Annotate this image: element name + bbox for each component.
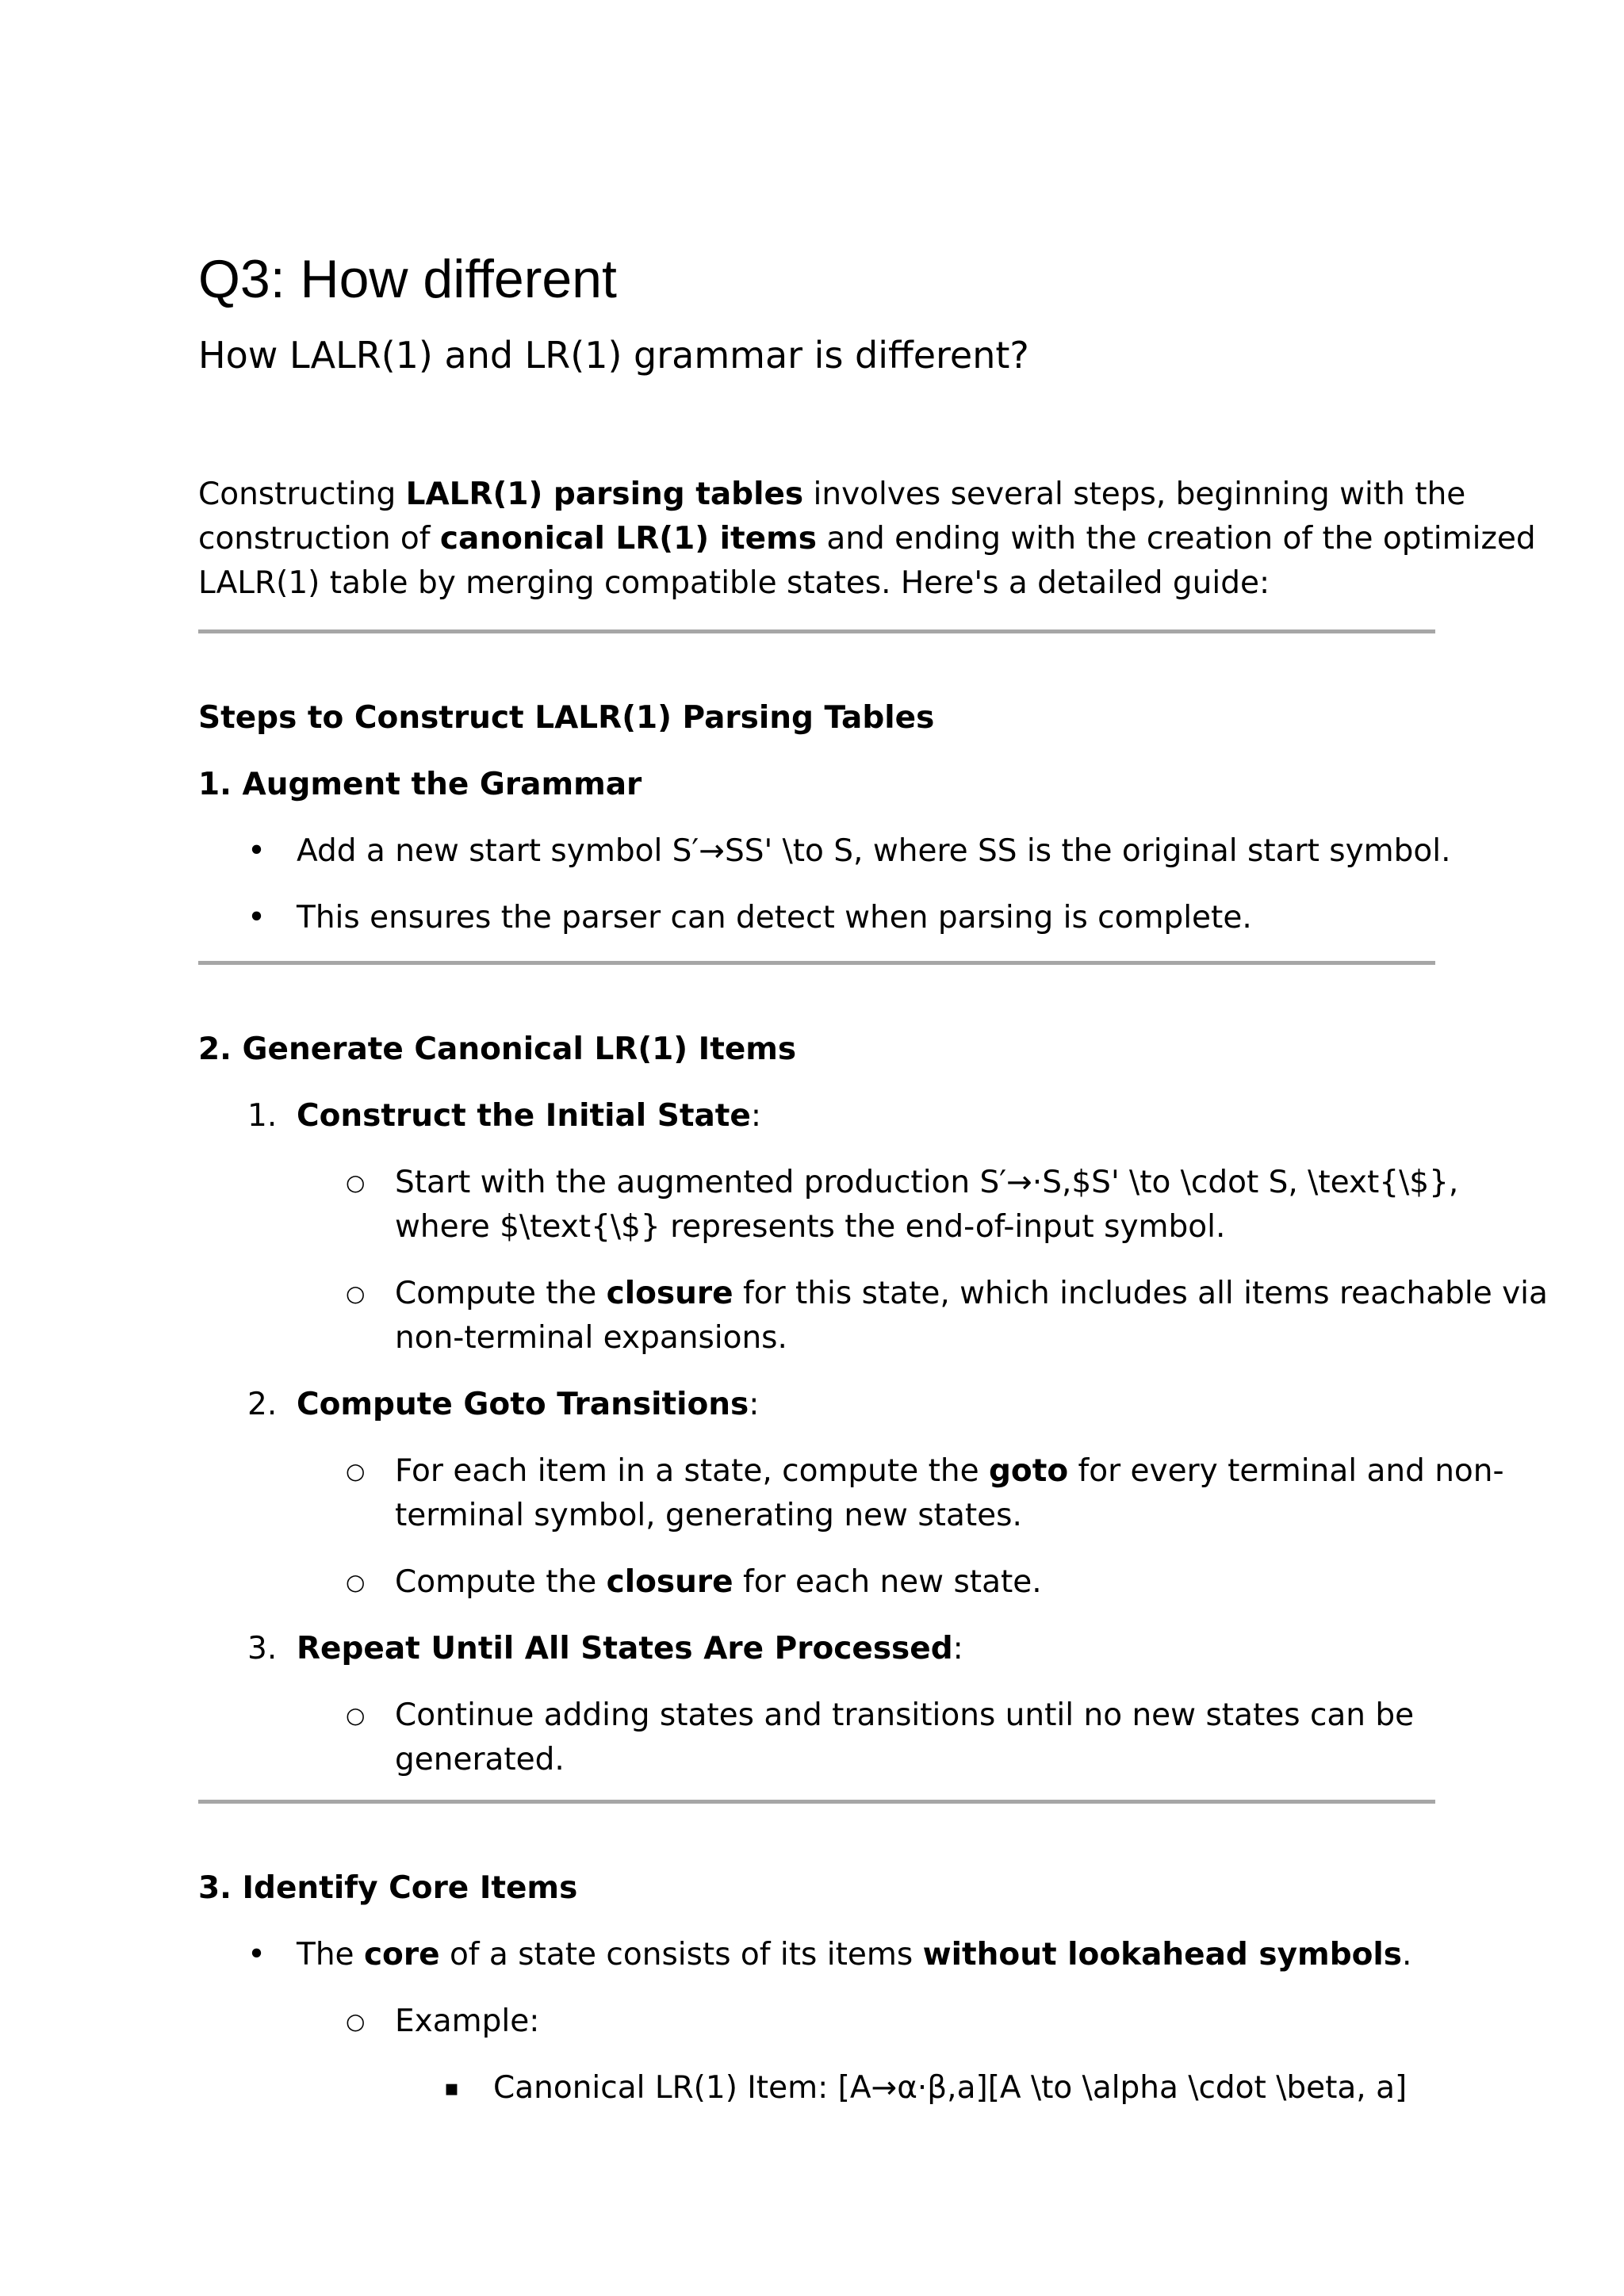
page-subtitle: How LALR(1) and LR(1) grammar is different? (198, 334, 1029, 377)
step-label: Compute Goto Transitions (297, 1387, 749, 1422)
intro-line-1 (198, 473, 1466, 517)
sub-line (395, 1272, 1548, 1316)
intro-line-2 (198, 517, 1536, 561)
section-2-heading: 2. Generate Canonical LR(1) Items (198, 1031, 797, 1067)
sub-bold-term: goto (988, 1453, 1069, 1489)
bullet-bold-term: without lookahead symbols (922, 1937, 1402, 1973)
intro-paragraph (198, 473, 1536, 606)
step-suffix: : (749, 1387, 760, 1422)
bullet-text: The (297, 1937, 364, 1973)
sub-bold-term: closure (606, 1276, 733, 1311)
intro-text: involves several steps, beginning with the (803, 476, 1466, 512)
divider (198, 1800, 1435, 1804)
intro-bold-term: LALR(1) parsing tables (405, 476, 804, 512)
sub-line: generated. (395, 1742, 565, 1777)
sub-line: where $\text{\$} represents the end-of-input symbol. (395, 1209, 1226, 1245)
step-2-title (297, 1383, 759, 1427)
bullet-marker: • (247, 1937, 266, 1973)
sub-line: Continue adding states and transitions until no new states can be (395, 1697, 1415, 1733)
step-number: 1. (247, 1098, 278, 1134)
step-2-sub-2 (395, 1560, 1042, 1605)
sub-bold-term: closure (606, 1564, 733, 1600)
section-3-subsub: Canonical LR(1) Item: [A→α⋅β,a][A \to \alpha \cdot \beta, a] (493, 2070, 1408, 2106)
sub-line: Start with the augmented production S′→⋅S,$S' \to \cdot S, \text{\$}, (395, 1165, 1459, 1200)
sub-text: Compute the (395, 1276, 607, 1311)
section-3-bullet (297, 1933, 1411, 1977)
step-number: 3. (247, 1631, 278, 1667)
bullet-bold-term: core (363, 1937, 440, 1973)
intro-bold-term: canonical LR(1) items (439, 521, 817, 557)
step-2-sub-1 (395, 1449, 1504, 1538)
intro-text: Constructing (198, 476, 406, 512)
sub-text: For each item in a state, compute the (395, 1453, 989, 1489)
circle-marker: ○ (346, 1169, 366, 1196)
bullet-text: . (1401, 1937, 1412, 1973)
section-1-bullet-2: This ensures the parser can detect when parsing is complete. (297, 900, 1252, 936)
circle-marker: ○ (346, 1458, 366, 1484)
step-3-title (297, 1627, 963, 1671)
circle-marker: ○ (346, 1280, 366, 1307)
bullet-marker: • (247, 900, 266, 936)
step-number: 2. (247, 1387, 278, 1422)
sub-text: for this state, which includes all items reachable via (733, 1276, 1548, 1311)
intro-line-3: LALR(1) table by merging compatible states. Here's a detailed guide: (198, 565, 1270, 601)
step-label: Construct the Initial State (297, 1098, 751, 1134)
sub-line: terminal symbol, generating new states. (395, 1498, 1022, 1533)
step-suffix: : (952, 1631, 963, 1667)
sub-text: Compute the (395, 1564, 607, 1600)
sub-line: non-terminal expansions. (395, 1320, 787, 1356)
intro-text: construction of (198, 521, 440, 557)
step-1-sub-1 (395, 1161, 1458, 1249)
sub-line (395, 1560, 1042, 1605)
intro-text: and ending with the creation of the optimized (817, 521, 1536, 557)
circle-marker: ○ (346, 1569, 366, 1595)
bullet-marker: • (247, 833, 266, 869)
section-1-bullet-1: Add a new start symbol S′→SS' \to S, where SS is the original start symbol. (297, 833, 1451, 869)
bullet-text: of a state consists of its items (439, 1937, 923, 1973)
steps-heading: Steps to Construct LALR(1) Parsing Tables (198, 700, 935, 736)
circle-marker: ○ (346, 1702, 366, 1728)
page-title: Q3: How different (198, 249, 617, 309)
section-3-heading: 3. Identify Core Items (198, 1870, 578, 1906)
step-suffix: : (750, 1098, 762, 1134)
divider (198, 629, 1435, 633)
divider (198, 961, 1435, 965)
step-label: Repeat Until All States Are Processed (297, 1631, 953, 1667)
step-1-sub-2 (395, 1272, 1548, 1360)
step-1-title (297, 1094, 761, 1138)
section-1-heading: 1. Augment the Grammar (198, 767, 642, 802)
circle-marker: ○ (346, 2008, 366, 2034)
square-marker: ▪ (444, 2075, 459, 2101)
sub-text: for each new state. (733, 1564, 1042, 1600)
sub-text: for every terminal and non- (1068, 1453, 1504, 1489)
step-3-sub-1 (395, 1693, 1414, 1782)
sub-line (395, 1449, 1504, 1494)
section-3-sub: Example: (395, 2003, 540, 2039)
